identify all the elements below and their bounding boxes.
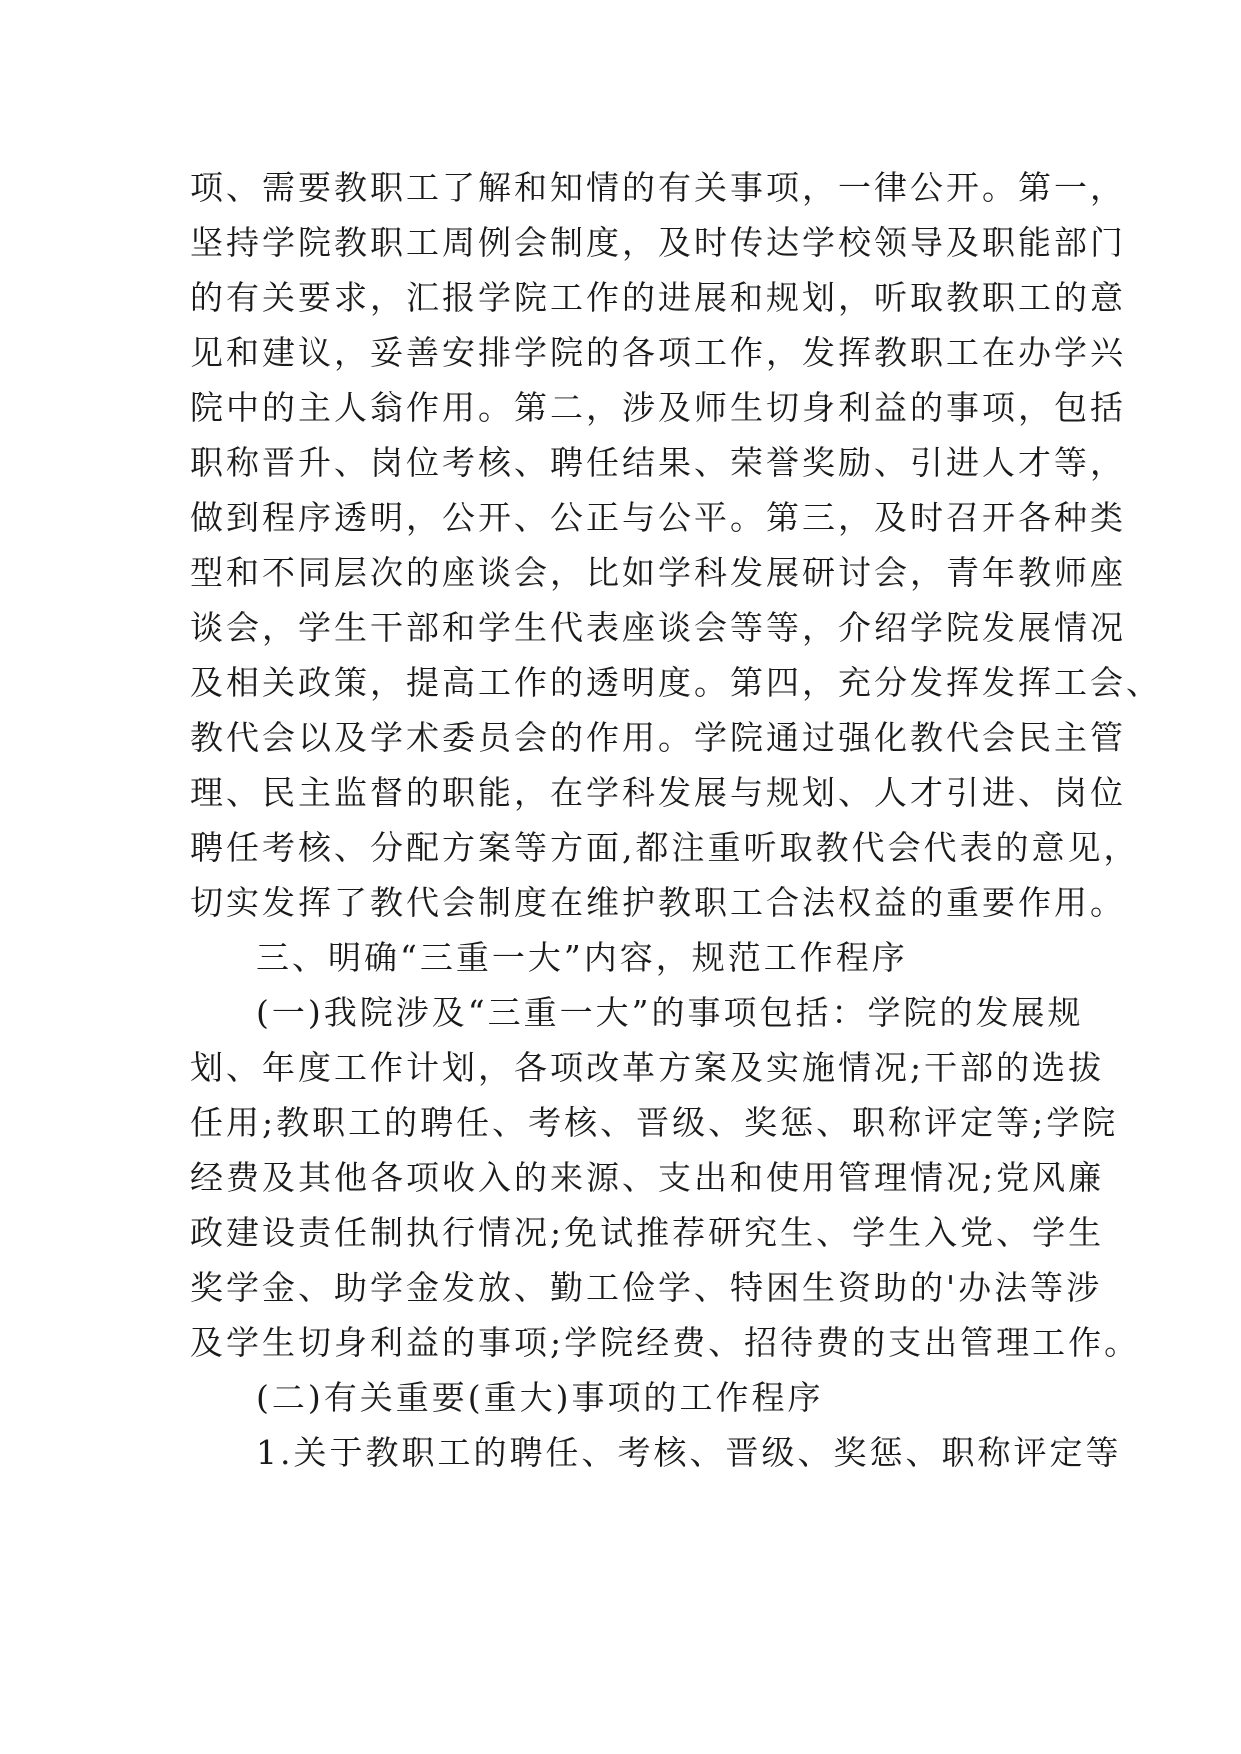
text-line: 聘任考核、分配方案等方面,都注重听取教代会代表的意见， xyxy=(190,828,1140,867)
text-line: 理、民主监督的职能，在学科发展与规划、人才引进、岗位 xyxy=(190,773,1126,812)
text-line: 及相关政策，提高工作的透明度。第四，充分发挥发挥工会、 xyxy=(190,663,1162,702)
text-line: 教代会以及学术委员会的作用。学院通过强化教代会民主管 xyxy=(190,718,1126,757)
text-line: 型和不同层次的座谈会，比如学科发展研讨会，青年教师座 xyxy=(190,553,1126,592)
section-heading: 三、明确“三重一大”内容，规范工作程序 xyxy=(256,938,908,977)
text-line: 坚持学院教职工周例会制度，及时传达学校领导及职能部门 xyxy=(190,223,1126,262)
text-line: 政建设责任制执行情况;免试推荐研究生、学生入党、学生 xyxy=(190,1213,1105,1252)
text-line: 项、需要教职工了解和知情的有关事项，一律公开。第一， xyxy=(190,168,1126,207)
text-line: 院中的主人翁作用。第二，涉及师生切身利益的事项，包括 xyxy=(190,388,1126,427)
numbered-item: 1.关于教职工的聘任、考核、晋级、奖惩、职称评定等 xyxy=(256,1433,1122,1472)
text-line: 谈会，学生干部和学生代表座谈会等等，介绍学院发展情况 xyxy=(190,608,1126,647)
text-line: 的有关要求，汇报学院工作的进展和规划，听取教职工的意 xyxy=(190,278,1126,317)
text-line: 切实发挥了教代会制度在维护教职工合法权益的重要作用。 xyxy=(190,883,1126,922)
text-line: 见和建议，妥善安排学院的各项工作，发挥教职工在办学兴 xyxy=(190,333,1126,372)
text-line: 做到程序透明，公开、公正与公平。第三，及时召开各种类 xyxy=(190,498,1126,537)
text-line: 职称晋升、岗位考核、聘任结果、荣誉奖励、引进人才等， xyxy=(190,443,1126,482)
text-line: 奖学金、助学金发放、勤工俭学、特困生资助的'办法等涉 xyxy=(190,1268,1103,1307)
text-line: 任用;教职工的聘任、考核、晋级、奖惩、职称评定等;学院 xyxy=(190,1103,1119,1142)
subsection-heading: (一)我院涉及“三重一大”的事项包括：学院的发展规 xyxy=(256,993,1084,1032)
text-line: 及学生切身利益的事项;学院经费、招待费的支出管理工作。 xyxy=(190,1323,1141,1362)
document-body xyxy=(190,160,1162,1480)
subsection-heading: (二)有关重要(重大)事项的工作程序 xyxy=(256,1378,824,1417)
text-line: 划、年度工作计划，各项改革方案及实施情况;干部的选拔 xyxy=(190,1048,1105,1087)
text-line: 经费及其他各项收入的来源、支出和使用管理情况;党风廉 xyxy=(190,1158,1105,1197)
